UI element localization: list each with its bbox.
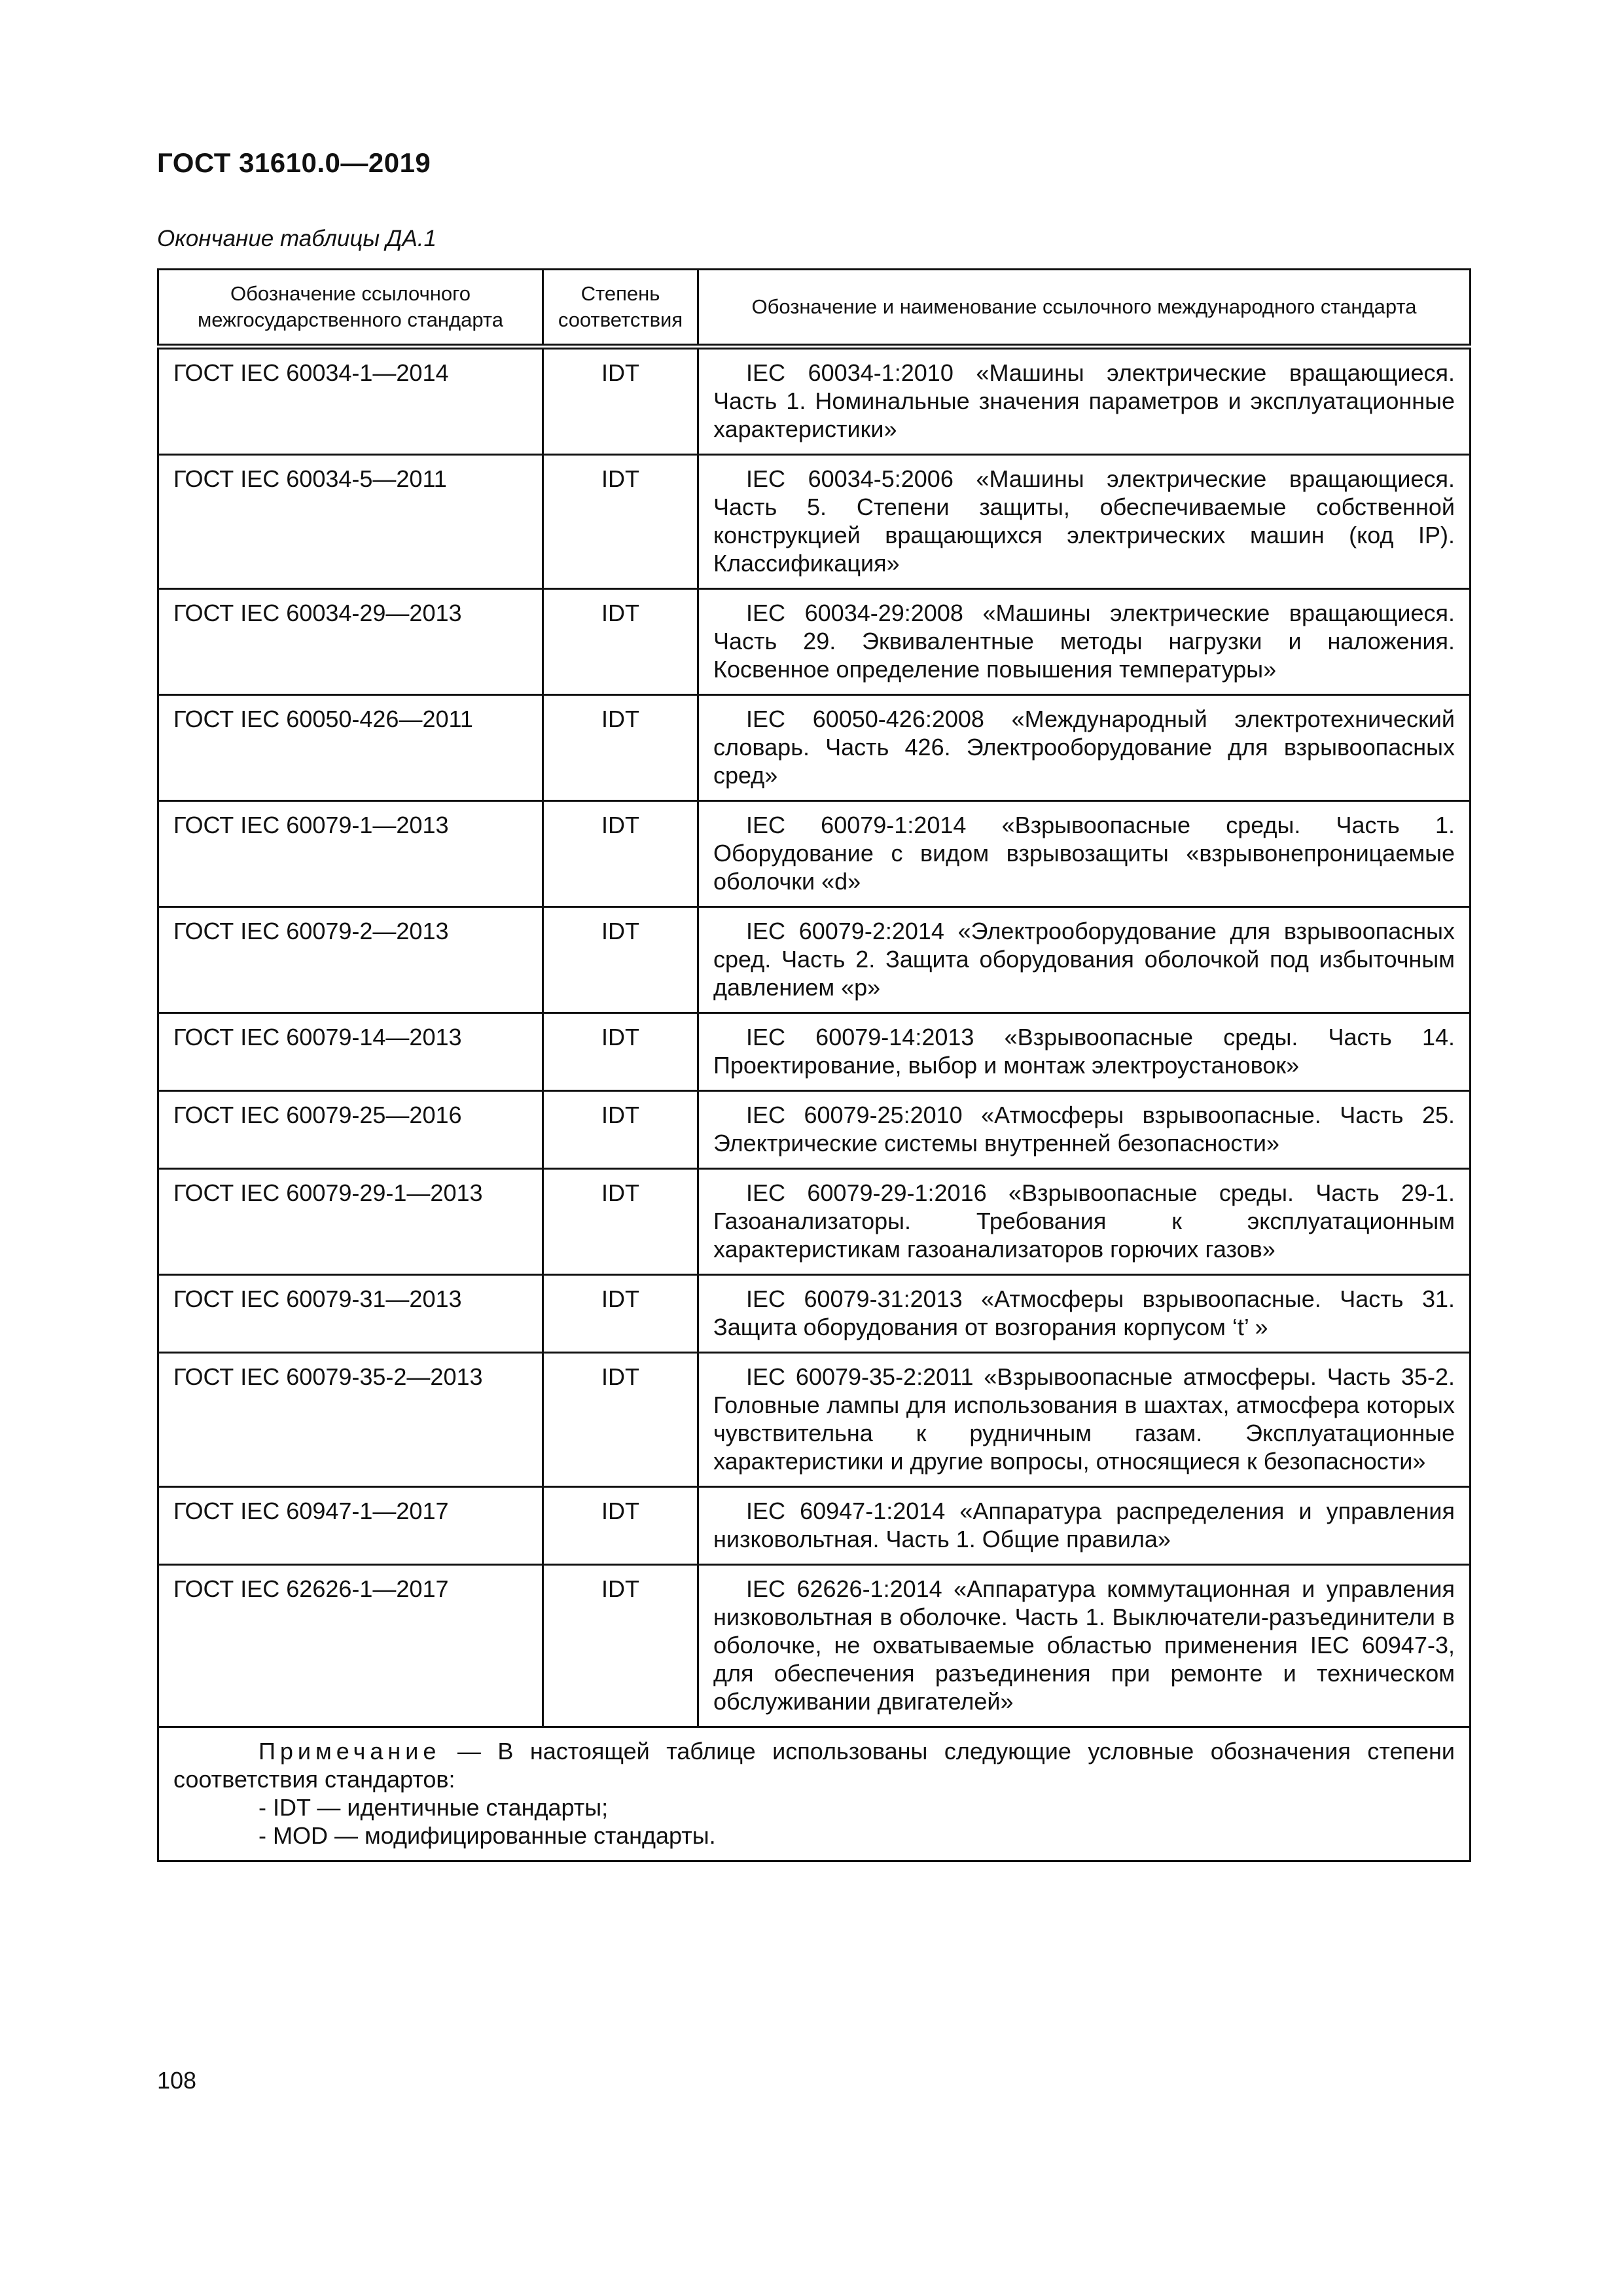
note-item-idt: - IDT — идентичные стандарты; xyxy=(259,1794,609,1821)
international-standard: IEC 60034-5:2006 «Машины электрические вращающиеся. Часть 5. Степени защиты, обеспечиваемые собственной конструкцией вращающихся электрических машин (код IP). Классификация» xyxy=(698,455,1471,589)
table-row xyxy=(158,907,1471,1013)
degree-of-conformity: IDT xyxy=(543,1487,698,1565)
note-text: — В настоящей таблице использованы следующие условные обозначения степени соответствия стандартов: xyxy=(173,1738,1455,1793)
table-row xyxy=(158,1013,1471,1091)
gost-designation: ГОСТ IEC 60079-25—2016 xyxy=(158,1091,543,1169)
degree-of-conformity: IDT xyxy=(543,801,698,907)
international-standard: IEC 60050-426:2008 «Международный электротехнический словарь. Часть 426. Электрооборудование для взрывоопасных сред» xyxy=(698,695,1471,801)
table-row xyxy=(158,1353,1471,1487)
table-header-row xyxy=(158,270,1471,347)
gost-designation: ГОСТ IEC 60050-426—2011 xyxy=(158,695,543,801)
gost-designation: ГОСТ IEC 60079-29-1—2013 xyxy=(158,1169,543,1275)
gost-designation: ГОСТ IEC 60034-5—2011 xyxy=(158,455,543,589)
table-row xyxy=(158,1091,1471,1169)
international-standard: IEC 60079-2:2014 «Электрооборудование для взрывоопасных сред. Часть 2. Защита оборудования оболочкой под избыточным давлением «р» xyxy=(698,907,1471,1013)
international-standard: IEC 60079-1:2014 «Взрывоопасные среды. Часть 1. Оборудование с видом взрывозащиты «взрывонепроницаемые оболочки «d» xyxy=(698,801,1471,907)
degree-of-conformity: IDT xyxy=(543,1091,698,1169)
document-title: ГОСТ 31610.0—2019 xyxy=(157,147,431,178)
table-row xyxy=(158,695,1471,801)
international-standard: IEC 60079-14:2013 «Взрывоопасные среды. Часть 14. Проектирование, выбор и монтаж электроустановок» xyxy=(698,1013,1471,1091)
degree-of-conformity: IDT xyxy=(543,695,698,801)
international-standard: IEC 60079-29-1:2016 «Взрывоопасные среды. Часть 29-1. Газоанализаторы. Требования к эксплуатационным характеристикам газоанализаторов горючих газов» xyxy=(698,1169,1471,1275)
table-caption: Окончание таблицы ДА.1 xyxy=(157,226,437,251)
gost-designation: ГОСТ IEC 60079-35-2—2013 xyxy=(158,1353,543,1487)
degree-of-conformity: IDT xyxy=(543,1013,698,1091)
note-label: Примечание xyxy=(259,1738,441,1765)
international-standard: IEC 60079-31:2013 «Атмосферы взрывоопасные. Часть 31. Защита оборудования от возгорания корпусом ‘t’ » xyxy=(698,1275,1471,1353)
international-standard: IEC 62626-1:2014 «Аппаратура коммутационная и управления низковольтная в оболочке. Часть 1. Выключатели-разъединители в оболочке, не охватываемые областью применения IEC 60947-3, для обеспечения разъединения при ремонте и техническом обслуживании двигателей» xyxy=(698,1565,1471,1727)
table-row xyxy=(158,347,1471,455)
page-number: 108 xyxy=(157,2067,197,2094)
table-row xyxy=(158,455,1471,589)
note-intro xyxy=(173,1737,1455,1793)
gost-designation: ГОСТ IEC 60079-31—2013 xyxy=(158,1275,543,1353)
table-header xyxy=(158,270,1471,347)
table-row xyxy=(158,1487,1471,1565)
gost-designation: ГОСТ IEC 60079-1—2013 xyxy=(158,801,543,907)
column-header-gost: Обозначение ссылочного межгосударственного стандарта xyxy=(158,270,543,347)
gost-designation: ГОСТ IEC 60034-1—2014 xyxy=(158,347,543,455)
table-row xyxy=(158,801,1471,907)
degree-of-conformity: IDT xyxy=(543,589,698,695)
degree-of-conformity: IDT xyxy=(543,1275,698,1353)
column-header-intl: Обозначение и наименование ссылочного международного стандарта xyxy=(698,270,1471,347)
gost-designation: ГОСТ IEC 60034-29—2013 xyxy=(158,589,543,695)
gost-designation: ГОСТ IEC 60079-14—2013 xyxy=(158,1013,543,1091)
gost-designation: ГОСТ IEC 60947-1—2017 xyxy=(158,1487,543,1565)
table-row xyxy=(158,1275,1471,1353)
table-row xyxy=(158,1169,1471,1275)
table-row xyxy=(158,1565,1471,1727)
degree-of-conformity: IDT xyxy=(543,1169,698,1275)
international-standard: IEC 60034-29:2008 «Машины электрические вращающиеся. Часть 29. Эквивалентные методы нагрузки и наложения. Косвенное определение повышения температуры» xyxy=(698,589,1471,695)
gost-designation: ГОСТ IEC 62626-1—2017 xyxy=(158,1565,543,1727)
degree-of-conformity: IDT xyxy=(543,347,698,455)
degree-of-conformity: IDT xyxy=(543,1353,698,1487)
table-note-row xyxy=(158,1727,1471,1861)
degree-of-conformity: IDT xyxy=(543,455,698,589)
international-standard: IEC 60079-35-2:2011 «Взрывоопасные атмосферы. Часть 35-2. Головные лампы для использования в шахтах, атмосфера которых чувствительна к рудничным газам. Эксплуатационные характеристики и другие вопросы, относящиеся к безопасности» xyxy=(698,1353,1471,1487)
international-standard: IEC 60947-1:2014 «Аппаратура распределения и управления низковольтная. Часть 1. Общие правила» xyxy=(698,1487,1471,1565)
table-body xyxy=(158,347,1471,1861)
reference-standards-table xyxy=(157,268,1471,1862)
table-row xyxy=(158,589,1471,695)
degree-of-conformity: IDT xyxy=(543,907,698,1013)
international-standard: IEC 60034-1:2010 «Машины электрические вращающиеся. Часть 1. Номинальные значения параметров и эксплуатационные характеристики» xyxy=(698,347,1471,455)
note-item-mod: - MOD — модифицированные стандарты. xyxy=(259,1822,716,1849)
international-standard: IEC 60079-25:2010 «Атмосферы взрывоопасные. Часть 25. Электрические системы внутренней безопасности» xyxy=(698,1091,1471,1169)
table-note xyxy=(158,1727,1471,1861)
gost-designation: ГОСТ IEC 60079-2—2013 xyxy=(158,907,543,1013)
degree-of-conformity: IDT xyxy=(543,1565,698,1727)
column-header-degree: Степень соответствия xyxy=(543,270,698,347)
